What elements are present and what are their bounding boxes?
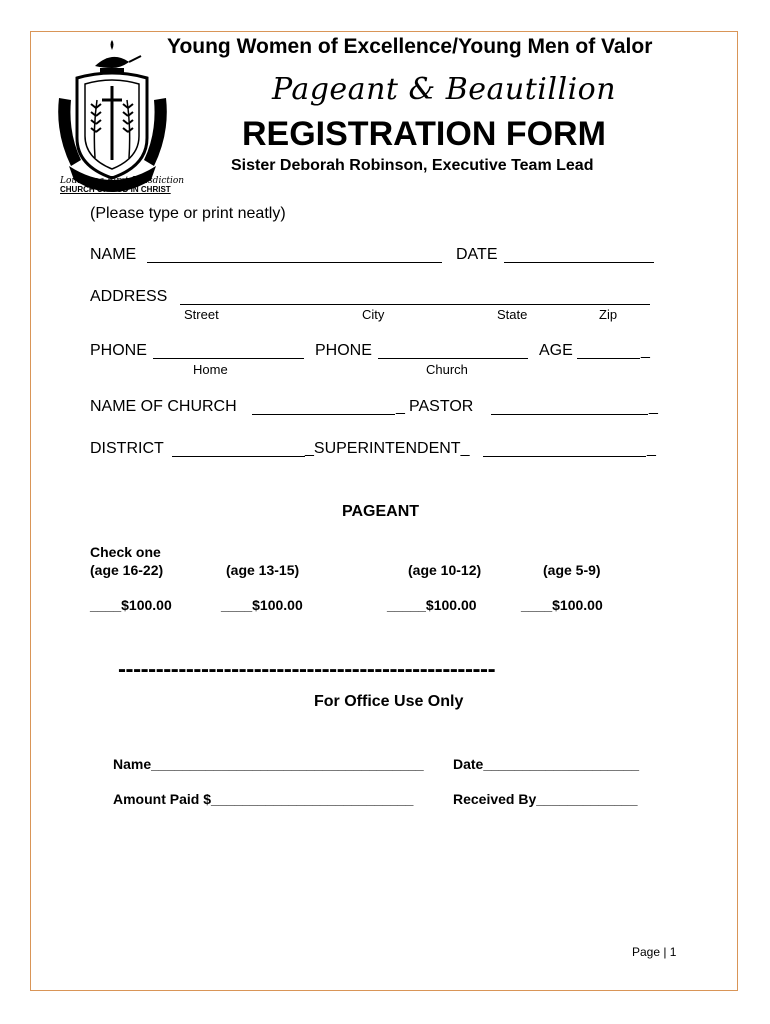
- price-checkbox-10-12[interactable]: _____$100.00: [387, 597, 477, 613]
- pageant-heading: PAGEANT: [342, 503, 420, 520]
- district-field[interactable]: [172, 456, 305, 457]
- form-title: REGISTRATION FORM: [242, 115, 606, 153]
- street-sublabel: Street: [184, 307, 219, 322]
- subtitle: Sister Deborah Robinson, Executive Team Lead: [231, 157, 594, 174]
- address-label: ADDRESS: [90, 288, 168, 305]
- cut-line-divider: --------------------------------------------------: [118, 656, 496, 683]
- district-label: DISTRICT: [90, 440, 164, 457]
- date-field[interactable]: [504, 262, 654, 263]
- name-field[interactable]: [147, 262, 442, 263]
- age-tail: _: [641, 342, 650, 359]
- address-field[interactable]: [180, 304, 650, 305]
- age-field[interactable]: [577, 358, 640, 359]
- home-sublabel: Home: [193, 362, 228, 377]
- category-age-5-9: (age 5-9): [543, 562, 601, 578]
- age-label: AGE: [539, 342, 573, 359]
- phone-home-field[interactable]: [153, 358, 304, 359]
- logo-org-text: CHURCH OF GOD IN CHRIST: [60, 185, 171, 194]
- category-age-10-12: (age 10-12): [408, 562, 482, 578]
- pastor-tail: _: [649, 398, 658, 415]
- church-name-label: NAME OF CHURCH: [90, 398, 237, 415]
- category-age-16-22: (age 16-22): [90, 562, 164, 578]
- header-line1: Young Women of Excellence/Young Men of Valor: [167, 35, 653, 58]
- office-received-by-field[interactable]: Received By_____________: [453, 791, 638, 807]
- superintendent-tail: _: [647, 440, 656, 457]
- price-checkbox-16-22[interactable]: ____$100.00: [90, 597, 172, 613]
- category-age-13-15: (age 13-15): [226, 562, 300, 578]
- date-label: DATE: [456, 246, 498, 263]
- page-number: Page | 1: [632, 945, 677, 959]
- logo-jurisdiction-text: Louisiana First Jurisdiction: [60, 176, 185, 186]
- price-checkbox-13-15[interactable]: ____$100.00: [221, 597, 303, 613]
- church-crest-logo: [55, 38, 170, 198]
- office-heading: For Office Use Only: [314, 693, 464, 710]
- check-one-label: Check one: [90, 544, 161, 560]
- office-date-field[interactable]: Date____________________: [453, 756, 640, 772]
- state-sublabel: State: [497, 307, 528, 322]
- phone-church-label: PHONE: [315, 342, 372, 359]
- superintendent-label: _SUPERINTENDENT_: [305, 440, 470, 457]
- pastor-field[interactable]: [491, 414, 648, 415]
- church-sublabel: Church: [426, 362, 468, 377]
- script-title: Pageant & Beautillion: [272, 72, 617, 107]
- superintendent-field[interactable]: [483, 456, 646, 457]
- price-checkbox-5-9[interactable]: ____$100.00: [521, 597, 603, 613]
- name-label: NAME: [90, 246, 137, 263]
- church-name-tail: _: [396, 398, 405, 415]
- instructions: (Please type or print neatly): [90, 205, 286, 222]
- phone-church-field[interactable]: [378, 358, 528, 359]
- church-name-field[interactable]: [252, 414, 395, 415]
- zip-sublabel: Zip: [599, 307, 618, 322]
- office-amount-paid-field[interactable]: Amount Paid $__________________________: [113, 791, 414, 807]
- city-sublabel: City: [362, 307, 385, 322]
- phone-home-label: PHONE: [90, 342, 147, 359]
- pastor-label: PASTOR: [409, 398, 474, 415]
- office-name-field[interactable]: Name___________________________________: [113, 756, 424, 772]
